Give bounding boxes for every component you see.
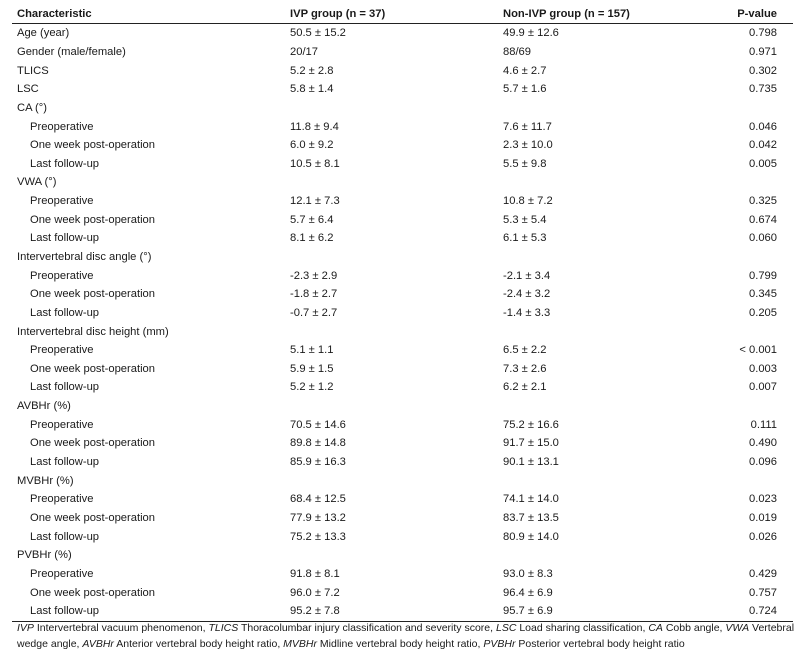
- cell-p-value: [718, 322, 793, 341]
- cell-p-value: 0.798: [749, 27, 777, 40]
- cell-p-value: [718, 471, 793, 490]
- footnote-abbreviation: CA: [648, 622, 663, 634]
- cell-ivp: 89.8 ± 14.8: [290, 437, 346, 450]
- cell-non-ivp: 6.2 ± 2.1: [503, 381, 547, 394]
- cell-non-ivp: 90.1 ± 13.1: [503, 456, 559, 469]
- cell-p-value: 0.111: [750, 418, 777, 431]
- row-label: Preoperative: [30, 269, 94, 282]
- cell-ivp: -0.7 ± 2.7: [290, 306, 338, 319]
- cell-ivp: 10.5 ± 8.1: [290, 157, 340, 170]
- row-label: Preoperative: [30, 493, 94, 506]
- cell-ivp: 96.0 ± 7.2: [290, 586, 340, 599]
- table-row: [12, 509, 793, 528]
- header-non-ivp-group: Non-IVP group (n = 157): [498, 4, 718, 24]
- row-label: Preoperative: [30, 120, 94, 133]
- table-row: [12, 61, 793, 80]
- footnote-abbreviation: AVBHr: [82, 637, 114, 650]
- row-label: Preoperative: [30, 567, 94, 580]
- table-footnote: [17, 621, 797, 652]
- cell-ivp: 70.5 ± 14.6: [290, 418, 346, 431]
- cell-non-ivp: [498, 397, 718, 416]
- cropped-caption: [0, 0, 805, 3]
- cell-p-value: [718, 248, 793, 267]
- table-row: [12, 602, 793, 621]
- table-header-row: [12, 4, 793, 24]
- table-row: [12, 173, 793, 192]
- cell-non-ivp: [498, 322, 718, 341]
- cell-p-value: 0.674: [749, 213, 777, 226]
- row-label: One week post-operation: [30, 437, 156, 450]
- cell-p-value: 0.046: [749, 120, 777, 133]
- row-label: Last follow-up: [30, 381, 100, 394]
- cell-non-ivp: 75.2 ± 16.6: [503, 418, 559, 431]
- table-row: [12, 304, 793, 323]
- table-row: [12, 99, 793, 118]
- row-label: Gender (male/female): [17, 45, 126, 58]
- cell-non-ivp: 2.3 ± 10.0: [503, 139, 553, 152]
- table-row: [12, 397, 793, 416]
- row-label: One week post-operation: [30, 213, 156, 226]
- cell-non-ivp: 80.9 ± 14.0: [503, 530, 559, 543]
- cell-ivp: 5.7 ± 6.4: [290, 213, 334, 226]
- cell-non-ivp: -2.4 ± 3.2: [503, 288, 551, 301]
- cell-non-ivp: [498, 173, 718, 192]
- table-row: [12, 154, 793, 173]
- cell-ivp: 5.2 ± 2.8: [290, 64, 334, 77]
- table-row: [12, 527, 793, 546]
- table-row: [12, 583, 793, 602]
- footnote-definition: Load sharing classification,: [516, 622, 649, 634]
- cell-non-ivp: 95.7 ± 6.9: [498, 602, 718, 621]
- cell-p-value: 0.096: [749, 456, 777, 469]
- row-label: Last follow-up: [12, 602, 285, 621]
- table-row: [12, 192, 793, 211]
- cell-non-ivp: 5.7 ± 1.6: [503, 83, 547, 96]
- comparison-table: [12, 4, 793, 622]
- cell-non-ivp: [498, 471, 718, 490]
- cell-p-value: 0.345: [749, 288, 777, 301]
- cell-p-value: < 0.001: [739, 344, 777, 357]
- cell-non-ivp: [498, 248, 718, 267]
- cell-ivp: 8.1 ± 6.2: [290, 232, 334, 245]
- cell-non-ivp: -1.4 ± 3.3: [503, 306, 551, 319]
- cell-non-ivp: 74.1 ± 14.0: [503, 493, 559, 506]
- cell-p-value: 0.490: [749, 437, 777, 450]
- cell-ivp: 5.1 ± 1.1: [290, 344, 334, 357]
- table-row: [12, 565, 793, 584]
- cell-ivp: [285, 322, 498, 341]
- cell-p-value: 0.026: [749, 530, 777, 543]
- row-label: One week post-operation: [30, 139, 156, 152]
- footnote-definition: Midline vertebral body height ratio,: [317, 637, 484, 650]
- footnote-abbreviation: TLICS: [208, 622, 239, 634]
- cell-p-value: 0.735: [749, 83, 777, 96]
- cell-non-ivp: [498, 546, 718, 565]
- cell-non-ivp: 49.9 ± 12.6: [503, 27, 559, 40]
- cell-ivp: 50.5 ± 15.2: [290, 27, 346, 40]
- table-body: [12, 24, 793, 622]
- cell-p-value: [718, 397, 793, 416]
- row-label: Last follow-up: [30, 530, 100, 543]
- row-label: CA (°): [17, 101, 47, 114]
- cell-non-ivp: 93.0 ± 8.3: [503, 567, 553, 580]
- table-row: [12, 229, 793, 248]
- table-row: [12, 341, 793, 360]
- cell-ivp: 68.4 ± 12.5: [290, 493, 346, 506]
- header-ivp-group: IVP group (n = 37): [285, 4, 498, 24]
- cell-p-value: 0.007: [749, 381, 777, 394]
- cell-p-value: 0.005: [749, 157, 777, 170]
- cell-p-value: 0.042: [749, 139, 777, 152]
- table-row: [12, 210, 793, 229]
- row-label: Last follow-up: [30, 456, 100, 469]
- cell-non-ivp: 6.5 ± 2.2: [503, 344, 547, 357]
- cell-non-ivp: 6.1 ± 5.3: [503, 232, 547, 245]
- footnote-abbreviation: VWA: [725, 622, 750, 634]
- row-label: One week post-operation: [30, 511, 156, 524]
- row-label: LSC: [17, 83, 39, 96]
- table-row: [12, 434, 793, 453]
- row-label: One week post-operation: [30, 288, 156, 301]
- cell-ivp: [285, 397, 498, 416]
- cell-ivp: -2.3 ± 2.9: [290, 269, 338, 282]
- row-label: Last follow-up: [30, 157, 100, 170]
- row-label: TLICS: [17, 64, 49, 77]
- footnote-definition: Cobb angle,: [662, 622, 726, 634]
- header-characteristic: Characteristic: [12, 4, 285, 24]
- footnote-definition: Intervertebral vacuum phenomenon,: [33, 622, 209, 634]
- cell-ivp: [285, 471, 498, 490]
- cell-p-value: 0.757: [749, 586, 777, 599]
- row-label: Intervertebral disc height (mm): [17, 325, 169, 338]
- cell-ivp: [285, 248, 498, 267]
- footnote-abbreviation: MVBHr: [283, 637, 318, 650]
- row-label: Last follow-up: [30, 232, 100, 245]
- footnote-definition: Thoracolumbar injury classification and severity score,: [238, 622, 496, 634]
- table-row: [12, 43, 793, 62]
- footnote-abbreviation: IVP: [17, 622, 34, 634]
- table-row: [12, 248, 793, 267]
- row-label: VWA (°): [17, 176, 57, 189]
- cell-non-ivp: 88/69: [503, 45, 531, 58]
- cell-ivp: 91.8 ± 8.1: [290, 567, 340, 580]
- footnote-definition: Vertebral wedge angle,: [17, 622, 795, 650]
- cell-p-value: [718, 546, 793, 565]
- cell-non-ivp: [498, 99, 718, 118]
- cell-p-value: [718, 99, 793, 118]
- cell-non-ivp: 5.3 ± 5.4: [503, 213, 547, 226]
- cell-non-ivp: -2.1 ± 3.4: [503, 269, 551, 282]
- cell-ivp: 5.8 ± 1.4: [290, 83, 334, 96]
- row-label: AVBHr (%): [17, 400, 71, 413]
- cell-p-value: 0.971: [749, 45, 777, 58]
- cell-non-ivp: 4.6 ± 2.7: [503, 64, 547, 77]
- table-row: [12, 80, 793, 99]
- footnote-definition: Posterior vertebral body height ratio: [515, 637, 685, 650]
- cell-non-ivp: 7.6 ± 11.7: [503, 120, 552, 133]
- footnote-abbreviation: PVBHr: [483, 637, 516, 650]
- row-label: Last follow-up: [30, 306, 100, 319]
- cell-ivp: [285, 173, 498, 192]
- cell-p-value: 0.325: [749, 195, 777, 208]
- table-row: [12, 285, 793, 304]
- cell-ivp: 77.9 ± 13.2: [290, 511, 346, 524]
- cell-ivp: [285, 99, 498, 118]
- cell-ivp: 85.9 ± 16.3: [290, 456, 346, 469]
- row-label: One week post-operation: [30, 362, 156, 375]
- row-label: Intervertebral disc angle (°): [17, 251, 152, 263]
- cell-ivp: 12.1 ± 7.3: [290, 195, 340, 208]
- cell-p-value: 0.799: [749, 269, 777, 282]
- cell-ivp: 20/17: [290, 45, 318, 58]
- cell-non-ivp: 10.8 ± 7.2: [503, 195, 553, 208]
- table-row: [12, 415, 793, 434]
- cell-non-ivp: 83.7 ± 13.5: [503, 511, 559, 524]
- table-row: [12, 136, 793, 155]
- cell-p-value: 0.302: [749, 64, 777, 77]
- row-label: PVBHr (%): [17, 549, 72, 562]
- cell-p-value: 0.724: [718, 602, 793, 621]
- table-row: [12, 490, 793, 509]
- row-label: One week post-operation: [30, 586, 156, 599]
- table-row: [12, 266, 793, 285]
- row-label: Age (year): [17, 27, 70, 40]
- cell-ivp: 75.2 ± 13.3: [290, 530, 346, 543]
- table-row: [12, 453, 793, 472]
- cell-ivp: [285, 546, 498, 565]
- cell-p-value: [718, 173, 793, 192]
- row-label: Preoperative: [30, 418, 94, 431]
- cell-p-value: 0.023: [749, 493, 777, 506]
- row-label: MVBHr (%): [17, 474, 74, 487]
- table-row: [12, 24, 793, 43]
- footnote-abbreviation: LSC: [495, 622, 517, 634]
- table-row: [12, 117, 793, 136]
- cell-p-value: 0.205: [749, 306, 777, 319]
- cell-non-ivp: 96.4 ± 6.9: [503, 586, 553, 599]
- cell-p-value: 0.429: [749, 567, 777, 580]
- cell-non-ivp: 5.5 ± 9.8: [503, 157, 547, 170]
- table-row: [12, 378, 793, 397]
- cell-non-ivp: 7.3 ± 2.6: [503, 362, 547, 375]
- cell-p-value: 0.019: [749, 511, 777, 524]
- cell-ivp: 5.9 ± 1.5: [290, 362, 334, 375]
- cell-p-value: 0.060: [749, 232, 777, 245]
- cell-ivp: 6.0 ± 9.2: [290, 139, 334, 152]
- table-row: [12, 471, 793, 490]
- cell-p-value: 0.003: [749, 362, 777, 375]
- cell-ivp: 5.2 ± 1.2: [290, 381, 334, 394]
- cell-ivp: 11.8 ± 9.4: [290, 120, 339, 133]
- row-label: Preoperative: [30, 195, 94, 208]
- cell-ivp: -1.8 ± 2.7: [290, 288, 338, 301]
- footnote-definition: Anterior vertebral body height ratio,: [113, 637, 284, 650]
- table-row: [12, 546, 793, 565]
- table-row: [12, 322, 793, 341]
- cell-ivp: 95.2 ± 7.8: [285, 602, 498, 621]
- table-row: [12, 360, 793, 379]
- header-p-value: P-value: [718, 4, 793, 24]
- row-label: Preoperative: [30, 344, 94, 357]
- cell-non-ivp: 91.7 ± 15.0: [503, 437, 559, 450]
